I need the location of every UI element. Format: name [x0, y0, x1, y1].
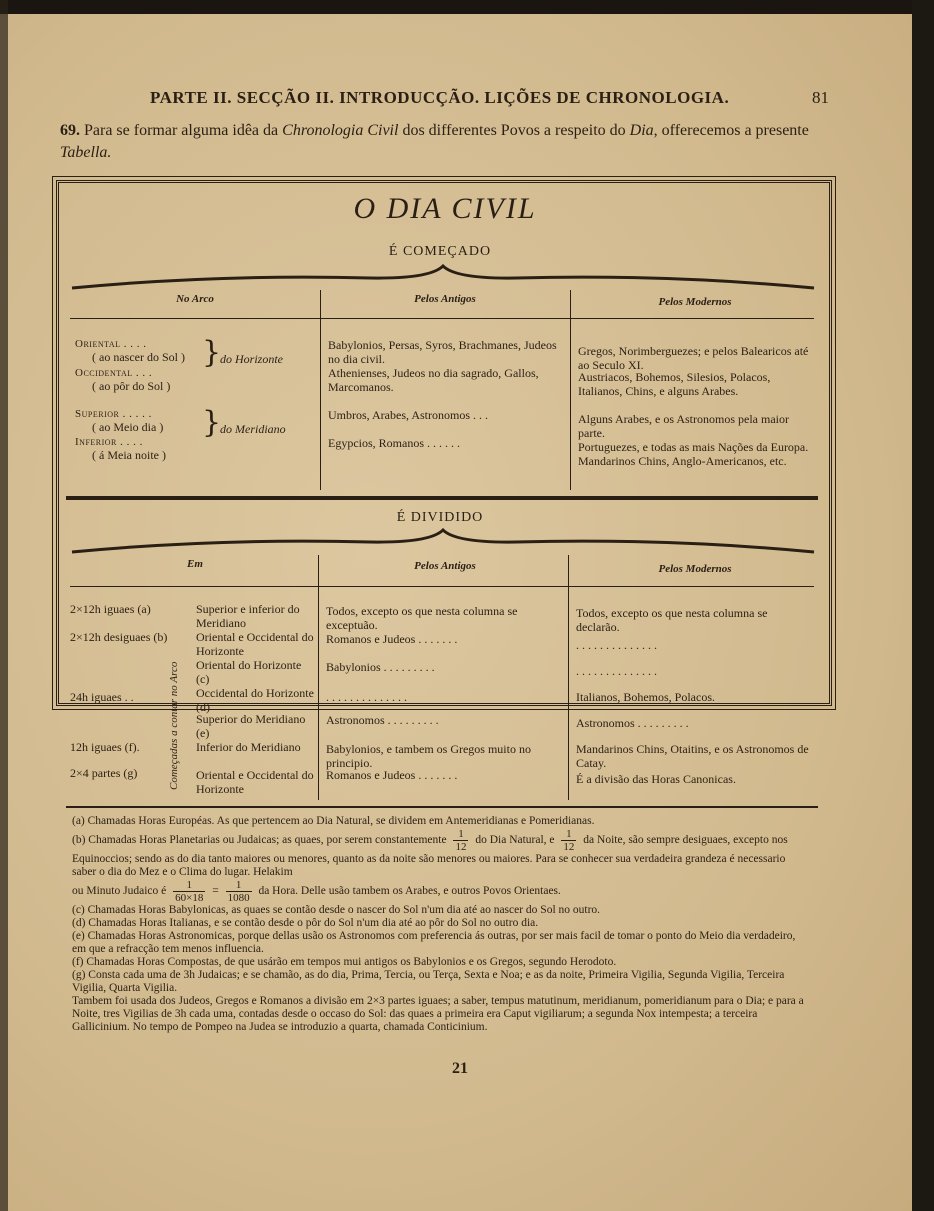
- col-em: Em: [187, 558, 203, 570]
- arc-oriental-sub: ( ao nascer do Sol ): [92, 350, 185, 364]
- arc-detail-6: Inferior do Meridiano: [196, 740, 301, 754]
- note-h: Tambem foi usada dos Judeos, Gregos e Romanos a divisão em 2×3 partes iguaes; a saber, tempus matutinum, meridianum, pomeridianum para o Dia; e para a Noite, tres Vigilias de 3h cada uma, contadas desde o occaso do Sol: das quaes a primeira era Caput vigiliarum; a segunda Nox intempesta; a terceira Gallicinium. No tempo de Pompeo na Judea se introduzio a quarta, chamada Conticinium.: [72, 995, 804, 1033]
- begun-heading: É COMEÇADO: [388, 244, 492, 259]
- vertical-label-arco: Começadas a contar no Arco: [168, 661, 180, 790]
- divided-modernos-1: Todos, excepto os que nesta columna se declarão.: [576, 606, 768, 634]
- arc-superior-sub: ( ao Meio dia ): [92, 420, 164, 434]
- arc-detail-2: Oriental e Occidental do Horizonte: [196, 630, 314, 658]
- note-a: (a) Chamadas Horas Européas. As que pertencem ao Dia Natural, se dividem em Antemeridianas e Pomeridianas.: [72, 815, 595, 827]
- divided-antigos-7: Romanos e Judeos . . . . . . .: [326, 768, 458, 782]
- arc-superior: Superior . . . . .: [75, 408, 152, 420]
- divided-modernos-4: Italianos, Bohemos, Polacos.: [576, 690, 715, 704]
- begun-modernos-1: Gregos, Norimberguezes; e pelos Balearicos até ao Seculo XI.: [578, 344, 809, 372]
- signature-mark: 21: [452, 1060, 468, 1077]
- divided-modernos-6: Mandarinos Chins, Otaitins, e os Astronomos de Catay.: [576, 742, 809, 770]
- running-head: PARTE II. SECÇÃO II. INTRODUCÇÃO. LIÇÕES DE CHRONOLOGIA.: [150, 88, 730, 107]
- em-row-2: 2×12h desiguaes (b): [70, 630, 168, 644]
- arc-detail-7: Oriental e Occidental do Horizonte: [196, 768, 314, 796]
- footnotes: [72, 815, 812, 1034]
- em-row-3: 24h iguaes . .: [70, 690, 134, 704]
- note-f: (f) Chamadas Horas Compostas, de que usárão em tempos mui antigos os Babylonios e os Gregos, segundo Herodoto.: [72, 956, 617, 968]
- intro-text-a: Para se formar alguma idêa da: [84, 122, 279, 139]
- divided-divider-1: [318, 555, 319, 800]
- arc-detail-1: Superior e inferior do Meridiano: [196, 602, 300, 630]
- divided-ornament: [70, 526, 816, 556]
- divided-divider-2: [568, 555, 569, 800]
- divided-antigos-4: . . . . . . . . . . . . . .: [326, 690, 407, 704]
- begun-col-rule: [70, 318, 814, 319]
- arc-horizonte: do Horizonte: [220, 352, 283, 366]
- scan-edge-right: [912, 0, 934, 1211]
- scan-edge-top: [0, 0, 934, 14]
- intro-text-f: Tabella.: [60, 144, 112, 161]
- begun-ornament: [70, 262, 816, 292]
- col-pelos-antigos: Pelos Antigos: [414, 293, 476, 305]
- fraction-twelfth-2: $\frac{1}{12}$: [563, 828, 575, 853]
- begun-divider-2: [570, 290, 571, 490]
- fraction-twelfth: $\frac{1}{12}$: [455, 828, 467, 853]
- begun-antigos-4: Egypcios, Romanos . . . . . .: [328, 436, 460, 450]
- begun-modernos-3: Alguns Arabes, e os Astronomos pela maior parte.: [578, 412, 789, 440]
- arc-oriental: Oriental . . . .: [75, 338, 147, 350]
- note-e: (e) Chamadas Horas Astronomicas, porque dellas usão os Astronomos com preferencia ás outras, por ser mais facil de tomar o ponto do Meio dia verdadeiro, em que a refracção tem menos influencia.: [72, 930, 796, 955]
- intro-text-b: Chronologia Civil: [282, 122, 399, 139]
- begun-modernos-2: Austriacos, Bohemos, Silesios, Polacos, Italianos, Chins, e alguns Arabes.: [578, 370, 771, 398]
- arc-detail-3: Oriental do Horizonte (c): [196, 658, 302, 686]
- arc-detail-5: Superior do Meridiano (e): [196, 712, 306, 740]
- divided-modernos-3: . . . . . . . . . . . . . .: [576, 664, 657, 678]
- note-c: (c) Chamadas Horas Babylonicas, as quaes se contão desde o nascer do Sol n'um dia até ao nascer do Sol no outro.: [72, 904, 601, 916]
- em-row-4: 12h iguaes (f).: [70, 740, 140, 754]
- begun-antigos-2: Athenienses, Judeos no dia sagrado, Gallos, Marcomanos.: [328, 366, 539, 394]
- notes-rule: [66, 806, 818, 808]
- brace-horizonte: }: [202, 335, 222, 370]
- brace-meridiano: }: [202, 405, 222, 440]
- arc-meridiano: do Meridiano: [220, 422, 286, 436]
- begun-antigos-1: Babylonios, Persas, Syros, Brachmanes, Judeos no dia civil.: [328, 338, 557, 366]
- divided-modernos-5: Astronomos . . . . . . . . .: [576, 716, 689, 730]
- begun-divider-1: [320, 290, 321, 490]
- divided-antigos-1: Todos, excepto os que nesta columna se exceptuão.: [326, 604, 518, 632]
- intro-text-d: Dia: [629, 122, 654, 139]
- section-separator: [66, 496, 818, 500]
- arc-occidental: Occidental . . .: [75, 367, 153, 379]
- note-b-helakim: ou Minuto Judaico é $\frac{1}{60\times 18}$ = $\frac{1}{1080}$ da Hora. Delle usão tambem os Arabes, e outros Povos Orientaes.: [72, 879, 561, 904]
- fraction-1080: $\frac{1}{1080}$: [227, 879, 250, 904]
- intro-paragraph: [60, 120, 840, 164]
- divided-heading: É DIVIDIDO: [396, 510, 484, 525]
- arc-inferior-sub: ( á Meia noite ): [92, 448, 166, 462]
- arc-detail-4: Occidental do Horizonte (d): [196, 686, 314, 714]
- intro-text-e: , offerecemos a presente: [653, 122, 809, 139]
- scan-edge-left: [0, 0, 8, 1211]
- note-b: (b) Chamadas Horas Planetarias ou Judaicas; as quaes, por serem constantemente $\frac{1}{12}$ do Dia Natural, e $\frac{1}{12}$ da Noite, são sempre desiguaes, excepto nos Equinoccios; sendo as do dia tanto maiores ou menores, quanto as da noite são menores ou maiores. Para se conhecer sua verdadeira grandeza é necessario saber o dia do Mez e o Clima do lugar. Helakim: [72, 828, 788, 878]
- table-title: O DIA CIVIL: [353, 192, 537, 225]
- intro-text-c: dos differentes Povos a respeito do: [402, 122, 626, 139]
- divided-antigos-5: Astronomos . . . . . . . . .: [326, 713, 439, 727]
- divided-modernos-2: . . . . . . . . . . . . . .: [576, 638, 657, 652]
- begun-antigos-3: Umbros, Arabes, Astronomos . . .: [328, 408, 488, 422]
- em-row-5: 2×4 partes (g): [70, 766, 138, 780]
- divided-antigos-6: Babylonios, e tambem os Gregos muito no principio.: [326, 742, 531, 770]
- page-number: 81: [812, 88, 829, 107]
- divided-col-rule: [70, 586, 814, 587]
- fraction-helakim: $\frac{1}{60\times 18}$: [175, 879, 204, 904]
- divided-antigos-2: Romanos e Judeos . . . . . . .: [326, 632, 458, 646]
- note-d: (d) Chamadas Horas Italianas, e se contão desde o pôr do Sol n'um dia até ao pôr do Sol no outro dia.: [72, 917, 539, 929]
- col-divided-modernos: Pelos Modernos: [658, 563, 732, 575]
- col-no-arco: No Arco: [176, 293, 214, 305]
- divided-modernos-7: É a divisão das Horas Canonicas.: [576, 772, 736, 786]
- divided-antigos-3: Babylonios . . . . . . . . .: [326, 660, 435, 674]
- paragraph-number: 69.: [60, 122, 80, 139]
- arc-inferior: Inferior . . . .: [75, 436, 143, 448]
- col-pelos-modernos: Pelos Modernos: [658, 296, 732, 308]
- arc-occidental-sub: ( ao pôr do Sol ): [92, 379, 171, 393]
- begun-modernos-4: Portuguezes, e todas as mais Nações da Europa. Mandarinos Chins, Anglo-Americanos, etc.: [578, 440, 809, 468]
- note-g: (g) Consta cada uma de 3h Judaicas; e se chamão, as do dia, Prima, Tercia, ou Terça, Sexta e Noa; e as da noite, Primeira Vigilia, Segunda Vigilia, Terceira Vigilia, Quarta Vigilia.: [72, 969, 785, 994]
- em-row-1: 2×12h iguaes (a): [70, 602, 151, 616]
- col-divided-antigos: Pelos Antigos: [414, 560, 476, 572]
